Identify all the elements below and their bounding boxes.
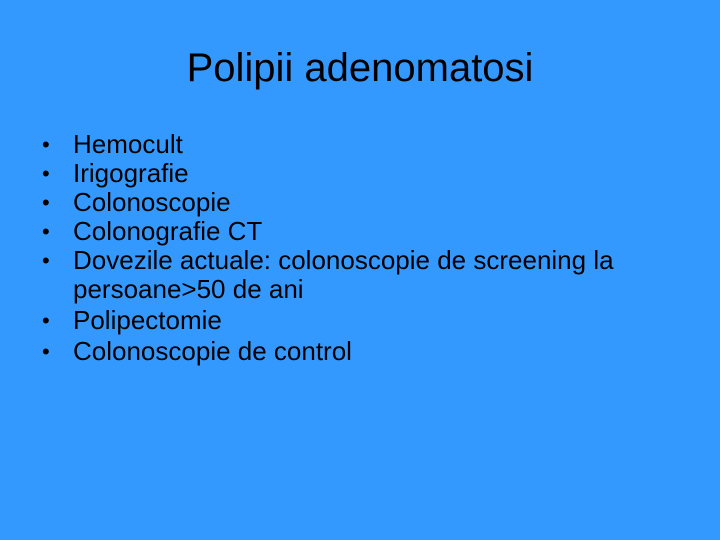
bullet-item xyxy=(42,306,682,335)
bullet-item xyxy=(42,130,682,159)
bullet-item xyxy=(42,217,682,246)
bullet-text: Colonoscopie de control xyxy=(73,336,352,366)
bullet-list xyxy=(42,130,682,366)
bullet-item xyxy=(42,337,682,366)
bullet-item xyxy=(42,188,682,217)
bullet-text: Colonografie CT xyxy=(73,216,263,246)
bullet-marker: • xyxy=(42,248,50,273)
bullet-item xyxy=(42,159,682,188)
bullet-marker: • xyxy=(42,219,50,244)
bullet-text: Dovezile actuale: colonoscopie de screening la persoane>50 de ani xyxy=(73,245,614,304)
bullet-text: Colonoscopie xyxy=(73,187,231,217)
bullet-marker: • xyxy=(42,161,50,186)
bullet-marker: • xyxy=(42,308,50,333)
bullet-text: Hemocult xyxy=(73,129,183,159)
bullet-marker: • xyxy=(42,339,50,364)
bullet-text: Irigografie xyxy=(73,158,189,188)
bullet-item xyxy=(42,246,682,304)
bullet-text: Polipectomie xyxy=(73,305,222,335)
bullet-marker: • xyxy=(42,190,50,215)
bullet-marker: • xyxy=(42,132,50,157)
slide-title: Polipii adenomatosi xyxy=(186,46,534,90)
